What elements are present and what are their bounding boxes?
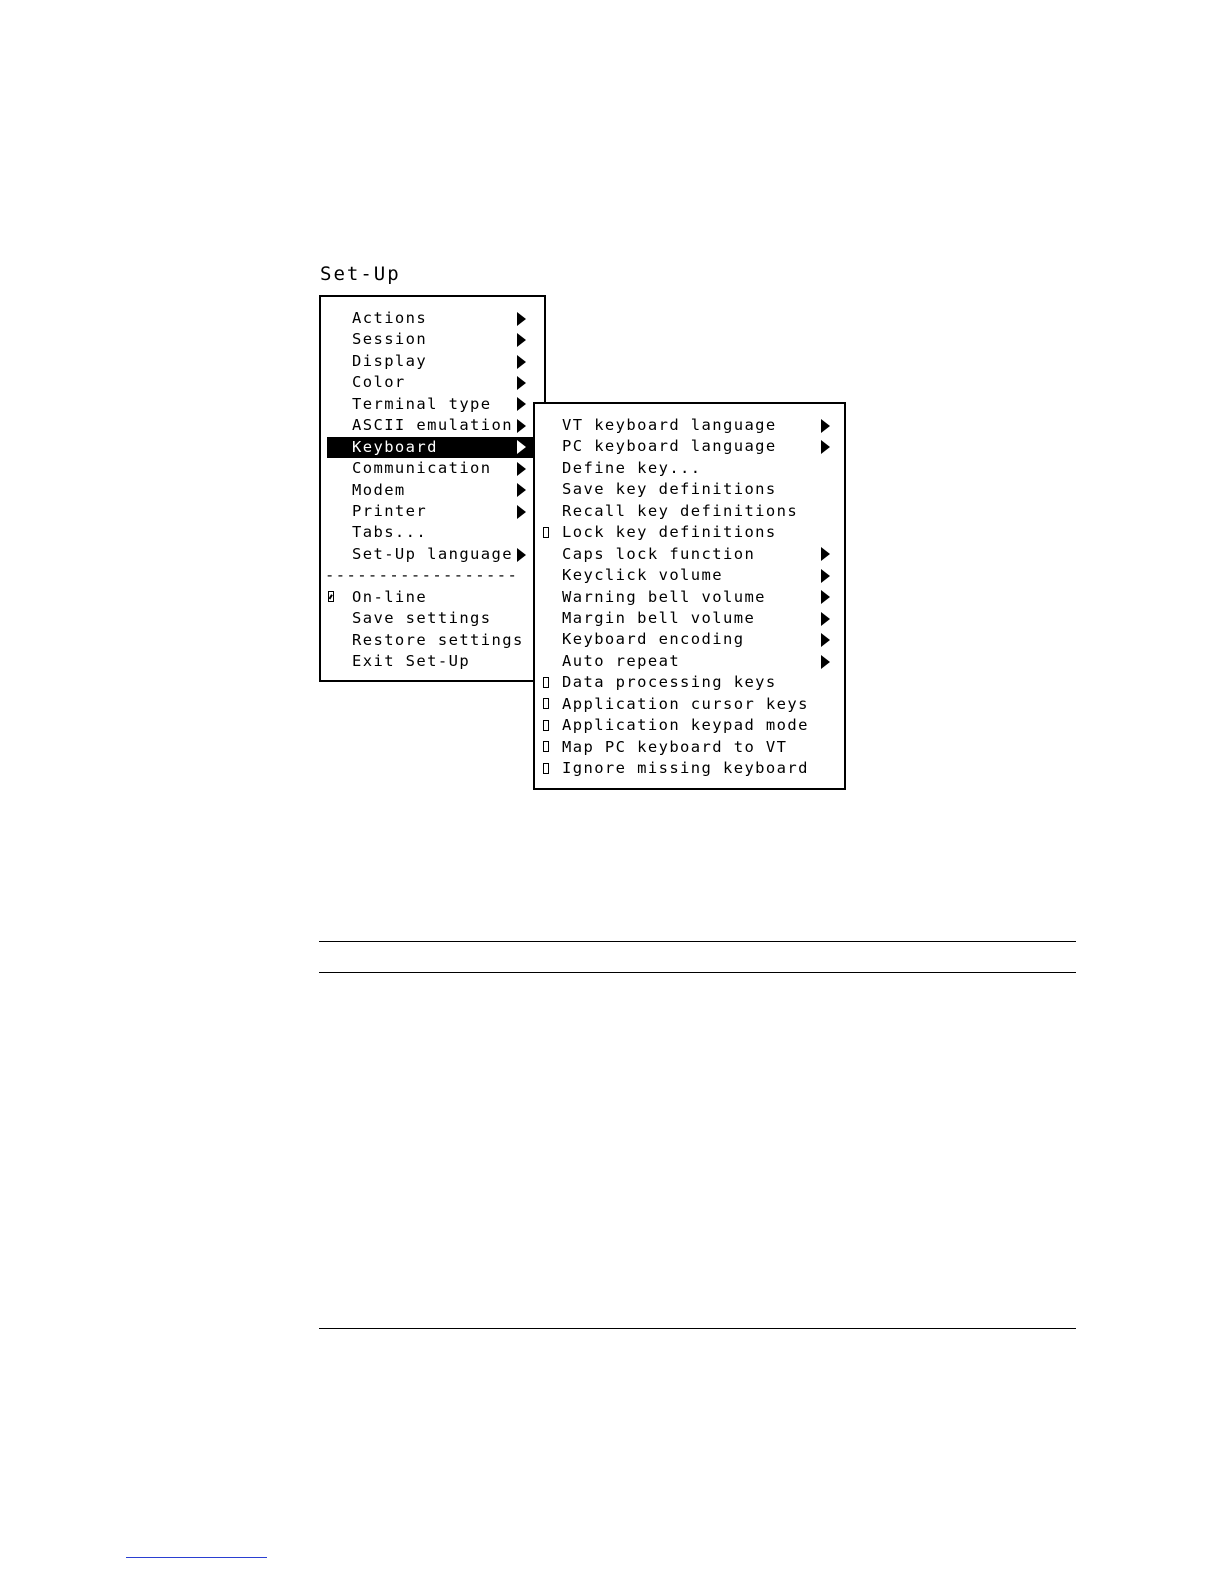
- submenu-item-label: Keyclick volume: [562, 566, 723, 585]
- checkbox-icon: [543, 741, 549, 752]
- submenu-item-label: Lock key definitions: [562, 523, 777, 542]
- submenu-arrow-icon: [517, 440, 526, 454]
- submenu-arrow-icon: [821, 590, 830, 604]
- submenu-arrow-icon: [821, 440, 830, 454]
- menu-item-save-settings[interactable]: [327, 608, 538, 629]
- submenu-item-label: Keyboard encoding: [562, 630, 745, 649]
- menu-item-label: Modem: [352, 480, 406, 499]
- submenu-arrow-icon: [517, 505, 526, 519]
- submenu-item-label: VT keyboard language: [562, 416, 777, 434]
- submenu-item-label: Caps lock function: [562, 544, 756, 563]
- checkbox-icon: [543, 763, 549, 774]
- submenu-arrow-icon: [517, 355, 526, 369]
- submenu-arrow-icon: [821, 612, 830, 626]
- submenu-item-label: Recall key definitions: [562, 501, 799, 520]
- submenu-item-caps-lock-function[interactable]: [537, 544, 844, 565]
- checkbox-icon: [543, 527, 549, 538]
- menu-item-label: Session: [352, 330, 428, 349]
- submenu-item-label: Application keypad mode: [562, 716, 809, 735]
- submenu-item-recall-key-definitions[interactable]: [537, 501, 844, 522]
- menu-item-label: Terminal type: [352, 394, 492, 413]
- submenu-arrow-icon: [517, 312, 526, 326]
- submenu-arrow-icon: [821, 633, 830, 647]
- menu-item-label: Printer: [352, 501, 428, 520]
- menu-item-keyboard[interactable]: [327, 437, 538, 458]
- submenu-arrow-icon: [517, 333, 526, 347]
- menu-item-label: Restore settings: [352, 630, 524, 649]
- menu-item-setup-language[interactable]: [327, 544, 538, 565]
- menu-item-session[interactable]: [327, 329, 538, 350]
- submenu-item-label: Margin bell volume: [562, 608, 756, 627]
- setup-main-menu: [319, 295, 546, 682]
- submenu-item-data-processing-keys[interactable]: [537, 672, 844, 693]
- menu-item-label: Communication: [352, 459, 492, 478]
- submenu-item-map-pc-keyboard-to-vt[interactable]: [537, 737, 844, 758]
- menu-item-printer[interactable]: [327, 501, 538, 522]
- submenu-item-margin-bell-volume[interactable]: [537, 608, 844, 629]
- setup-title: Set-Up: [320, 263, 401, 285]
- menu-item-label: Display: [352, 351, 428, 370]
- menu-item-actions[interactable]: [327, 308, 538, 329]
- checkbox-icon: [543, 720, 549, 731]
- menu-item-tabs[interactable]: [327, 522, 538, 543]
- menu-item-label: On-line: [352, 587, 428, 606]
- submenu-item-vt-keyboard-language[interactable]: [537, 415, 844, 436]
- submenu-item-auto-repeat[interactable]: [537, 651, 844, 672]
- submenu-item-keyclick-volume[interactable]: [537, 565, 844, 586]
- menu-item-on-line[interactable]: [327, 587, 538, 608]
- submenu-item-pc-keyboard-language[interactable]: [537, 436, 844, 457]
- menu-separator: ------------------: [325, 566, 519, 585]
- submenu-arrow-icon: [821, 547, 830, 561]
- submenu-item-label: Application cursor keys: [562, 694, 809, 713]
- submenu-arrow-icon: [517, 419, 526, 433]
- submenu-item-application-cursor-keys[interactable]: [537, 694, 844, 715]
- submenu-item-label: Warning bell volume: [562, 587, 766, 606]
- submenu-item-label: Map PC keyboard to VT: [562, 737, 788, 756]
- menu-item-label: Save settings: [352, 609, 492, 628]
- submenu-item-application-keypad-mode[interactable]: [537, 715, 844, 736]
- submenu-item-label: PC keyboard language: [562, 437, 777, 456]
- submenu-arrow-icon: [821, 655, 830, 669]
- menu-item-exit-setup[interactable]: [327, 651, 538, 672]
- submenu-item-lock-key-definitions[interactable]: [537, 522, 844, 543]
- submenu-item-label: Data processing keys: [562, 673, 777, 692]
- submenu-arrow-icon: [517, 376, 526, 390]
- menu-item-color[interactable]: [327, 372, 538, 393]
- menu-item-label: Exit Set-Up: [352, 652, 471, 670]
- checkbox-checked-icon: [328, 591, 334, 602]
- submenu-arrow-icon: [517, 548, 526, 562]
- submenu-arrow-icon: [821, 419, 830, 433]
- submenu-arrow-icon: [517, 483, 526, 497]
- submenu-item-save-key-definitions[interactable]: [537, 479, 844, 500]
- checkbox-icon: [543, 677, 549, 688]
- submenu-item-warning-bell-volume[interactable]: [537, 587, 844, 608]
- menu-item-modem[interactable]: [327, 480, 538, 501]
- menu-item-label: Keyboard: [352, 437, 438, 456]
- divider-rule: [319, 972, 1076, 973]
- footer-link-underline: [126, 1557, 267, 1558]
- menu-item-terminal-type[interactable]: [327, 394, 538, 415]
- submenu-item-label: Ignore missing keyboard: [562, 759, 809, 777]
- divider-rule: [319, 1328, 1076, 1329]
- submenu-item-keyboard-encoding[interactable]: [537, 629, 844, 650]
- menu-item-communication[interactable]: [327, 458, 538, 479]
- menu-item-restore-settings[interactable]: [327, 630, 538, 651]
- submenu-item-define-key[interactable]: [537, 458, 844, 479]
- keyboard-submenu: [533, 402, 846, 790]
- menu-item-label: Tabs...: [352, 523, 428, 542]
- menu-item-label: Actions: [352, 309, 428, 327]
- submenu-item-label: Auto repeat: [562, 651, 681, 670]
- menu-item-ascii-emulation[interactable]: [327, 415, 538, 436]
- checkbox-icon: [543, 698, 549, 709]
- divider-rule: [319, 941, 1076, 942]
- submenu-arrow-icon: [821, 569, 830, 583]
- menu-item-label: Color: [352, 373, 406, 392]
- menu-item-label: Set-Up language: [352, 544, 513, 563]
- menu-item-label: ASCII emulation: [352, 416, 513, 435]
- submenu-item-ignore-missing-keyboard[interactable]: [537, 758, 844, 779]
- submenu-arrow-icon: [517, 462, 526, 476]
- submenu-arrow-icon: [517, 397, 526, 411]
- submenu-item-label: Save key definitions: [562, 480, 777, 499]
- menu-item-display[interactable]: [327, 351, 538, 372]
- submenu-item-label: Define key...: [562, 458, 702, 477]
